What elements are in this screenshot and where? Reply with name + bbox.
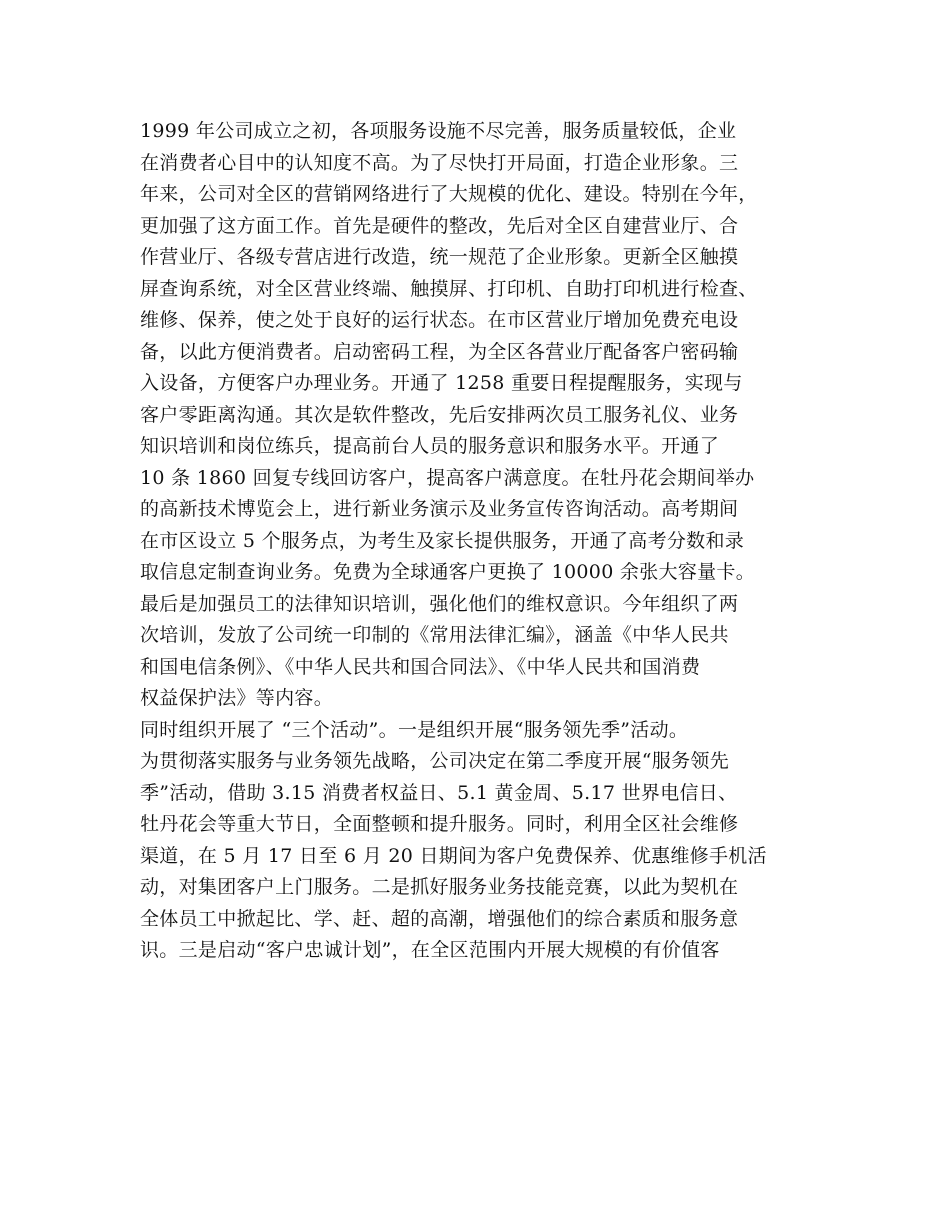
text-line: 在市区设立 5 个服务点，为考生及家长提供服务，开通了高考分数和录	[140, 529, 745, 552]
text-line: 最后是加强员工的法律知识培训，强化他们的维权意识。今年组织了两	[140, 592, 739, 615]
text-line: 为贯彻落实服务与业务领先战略，公司决定在第二季度开展“服务领先	[140, 750, 730, 772]
text-line: 更加强了这方面工作。首先是硬件的整改，先后对全区自建营业厅、合	[140, 214, 739, 237]
text-line: 知识培训和岗位练兵，提高前台人员的服务意识和服务水平。开通了	[140, 435, 720, 457]
text-line: 作营业厅、各级专营店进行改造，统一规范了企业形象。更新全区触摸	[140, 246, 739, 268]
text-line: 牡丹花会等重大节日，全面整顿和提升服务。同时，利用全区社会维修	[140, 813, 739, 835]
text-line: 客户零距离沟通。其次是软件整改，先后安排两次员工服务礼仪、业务	[140, 403, 739, 426]
text-line: 动，对集团客户上门服务。二是抓好服务业务技能竞赛，以此为契机在	[140, 876, 739, 898]
text-line: 1999 年公司成立之初，各项服务设施不尽完善，服务质量较低，企业	[140, 120, 737, 142]
text-line: 维修、保养，使之处于良好的运行状态。在市区营业厅增加免费充电设	[140, 309, 739, 331]
text-line: 和国电信条例》、《中华人民共和国合同法》、《中华人民共和国消费	[140, 655, 701, 678]
text-line: 识。三是启动“客户忠诚计划”，在全区范围内开展大规模的有价值客	[140, 939, 720, 961]
text-line: 备，以此方便消费者。启动密码工程，为全区各营业厅配备客户密码输	[140, 340, 739, 363]
text-line: 10 条 1860 回复专线回访客户，提高客户满意度。在牡丹花会期间举办	[140, 466, 755, 489]
text-line: 次培训，发放了公司统一印制的《常用法律汇编》，涵盖《中华人民共	[140, 624, 729, 646]
text-line: 屏查询系统，对全区营业终端、触摸屏、打印机、自助打印机进行检查、	[140, 277, 758, 300]
text-line: 渠道，在 5 月 17 日至 6 月 20 日期间为客户免费保养、优惠维修手机活	[140, 844, 767, 867]
text-line: 在消费者心目中的认知度不高。为了尽快打开局面，打造企业形象。三	[140, 151, 739, 174]
text-line: 全体员工中掀起比、学、赶、超的高潮，增强他们的综合素质和服务意	[140, 907, 739, 930]
text-line: 权益保护法》等内容。	[140, 687, 334, 709]
text-line: 取信息定制查询业务。免费为全球通客户更换了 10000 余张大容量卡。	[140, 561, 756, 583]
text-line: 年来，公司对全区的营销网络进行了大规模的优化、建设。特别在今年，	[140, 183, 758, 205]
text-line: 同时组织开展了 “三个活动”。一是组织开展“服务领先季”活动。	[140, 718, 689, 741]
text-line: 入设备，方便客户办理业务。开通了 1258 重要日程提醒服务，实现与	[140, 372, 743, 394]
document-body	[140, 116, 830, 967]
text-line: 季”活动，借助 3.15 消费者权益日、5.1 黄金周、5.17 世界电信日、	[140, 781, 738, 804]
text-line: 的高新技术博览会上，进行新业务演示及业务宣传咨询活动。高考期间	[140, 498, 739, 520]
